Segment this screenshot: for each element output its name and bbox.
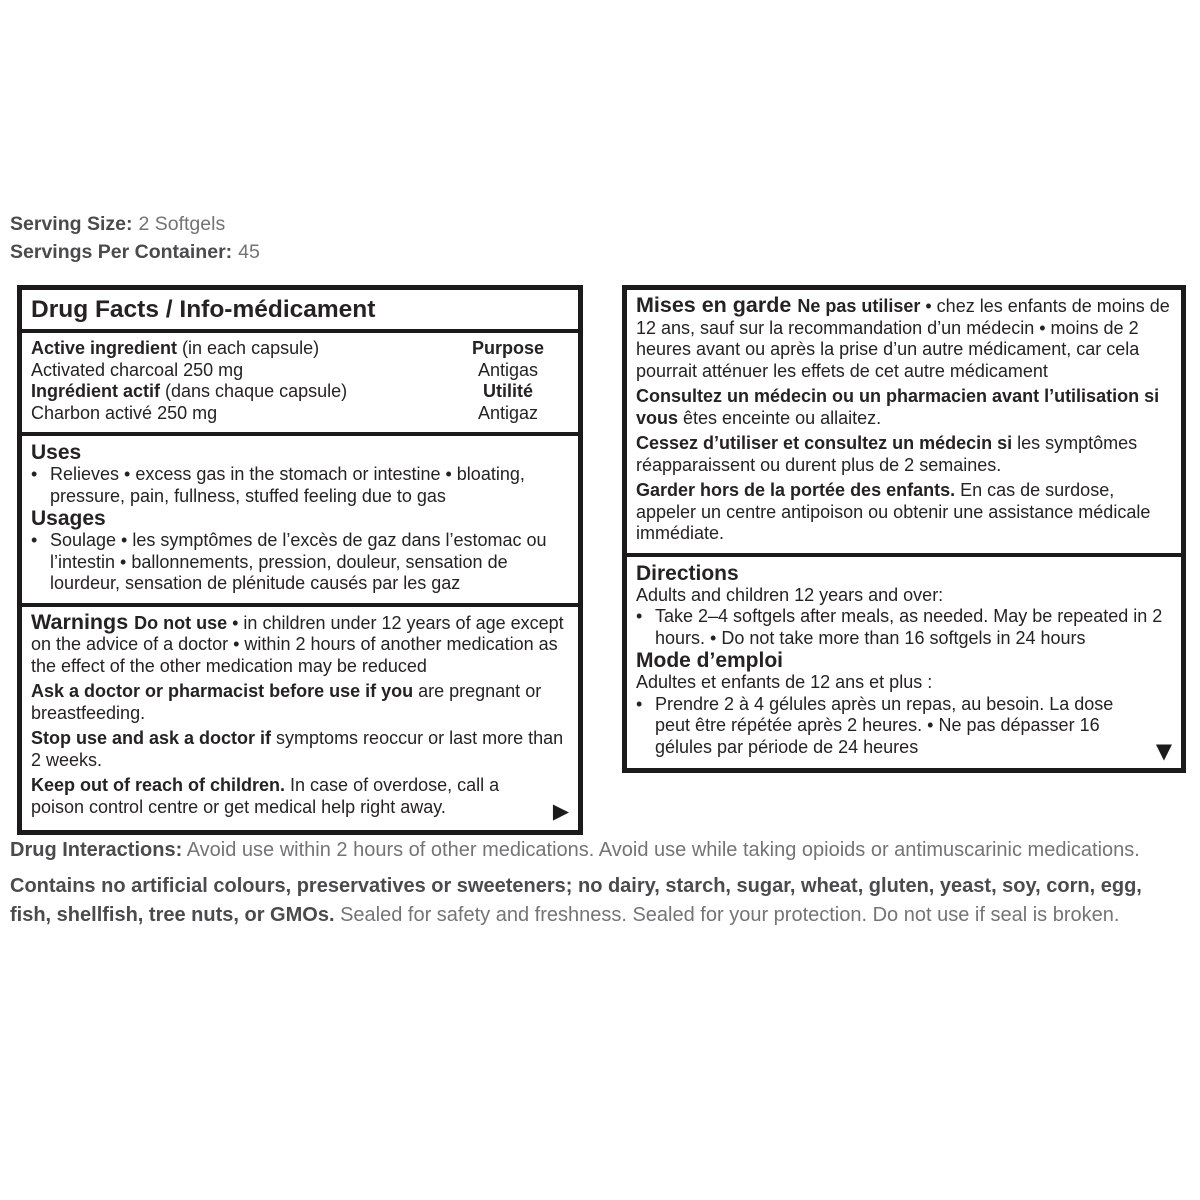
directions-bullet-text: Take 2–4 softgels after meals, as needed. May be repeated in 2 hours. • Do not take more than 16 softgels in 24 hours: [655, 606, 1163, 648]
active-ingredient-row: [31, 360, 569, 382]
usages-bullet-item: [31, 530, 569, 595]
active-ingredient-row: [31, 381, 569, 403]
active-ingredient-name-fr: Ingrédient actif (dans chaque capsule): [31, 381, 348, 401]
active-ingredient-row: [31, 403, 569, 425]
drug-interactions-paragraph: Drug Interactions: Avoid use within 2 hours of other medications. Avoid use while taking opioids or antimuscarinic medications.: [10, 839, 1140, 861]
active-ingredient-row: [31, 338, 569, 360]
keep-out-of-reach-paragraph: Keep out of reach of children. In case of overdose, call a poison control centre or get medical help right away.: [31, 775, 500, 817]
mode-demploi-intro: Adultes et enfants de 12 ans et plus :: [636, 672, 933, 692]
directions-intro: Adults and children 12 years and over:: [636, 584, 944, 605]
uses-bullet-item: [31, 464, 569, 507]
serving-size-line: [10, 210, 260, 238]
active-ingredient-amount-fr: Charbon activé 250 mg: [31, 402, 218, 423]
uses-bullet-text: Relieves • excess gas in the stomach or intestine • bloating, pressure, pain, fullness, stuffed feeling due to gas: [50, 464, 525, 506]
bullet-glyph: •: [31, 464, 38, 484]
ask-doctor-paragraph: Ask a doctor or pharmacist before use if you are pregnant or breastfeeding.: [31, 681, 542, 723]
mode-demploi-header: Mode d’emploi: [636, 649, 783, 672]
warnings-section: [22, 603, 578, 831]
purpose-header-en: Purpose: [471, 338, 545, 358]
drug-facts-title: Drug Facts / Info-médicament: [31, 296, 376, 323]
usages-header: Usages: [31, 507, 106, 530]
warnings-do-not-use-paragraph: Warnings Do not use • in children under 12 years of age except on the advice of a doctor • within 2 hours of another medication as the effect of the other medication may be reduced: [31, 609, 564, 676]
bullet-glyph: •: [636, 606, 643, 626]
serving-size-label: Serving Size:: [10, 213, 133, 235]
continue-down-arrow-icon: ▼: [1155, 739, 1172, 763]
purpose-value-fr: Antigaz: [477, 402, 539, 423]
active-ingredient-section: [22, 329, 578, 432]
continue-right-arrow-icon: ▶: [552, 799, 569, 823]
contains-statement-paragraph: Contains no artificial colours, preservatives or sweeteners; no dairy, starch, sugar, wheat, gluten, yeast, soy, corn, egg, fish, shellfish, tree nuts, or GMOs. Sealed for safety and freshness. Sealed for your protection. Do not use if seal is broken.: [10, 874, 1142, 926]
drug-facts-panel: [17, 285, 583, 835]
purpose-header-fr: Utilité: [482, 381, 533, 401]
uses-section: [22, 432, 578, 603]
mode-demploi-bullet-text: Prendre 2 à 4 gélules après un repas, au besoin. La dose peut être répétée après 2 heures. • Ne pas dépasser 16 gélules par période de 24 heures: [655, 693, 1114, 757]
serving-info: [10, 210, 260, 266]
garder-hors-paragraph: Garder hors de la portée des enfants. En cas de surdose, appeler un centre antipoison ou obtenir une assistance médicale immédiate.: [636, 480, 1151, 543]
directions-bullet-item: [636, 606, 1172, 649]
directions-header: Directions: [636, 561, 739, 585]
active-ingredient-amount-en: Activated charcoal 250 mg: [31, 359, 244, 380]
mode-demploi-bullet-item: [636, 694, 1172, 759]
mises-en-garde-directions-panel: [622, 285, 1186, 773]
mises-en-garde-section: [627, 290, 1181, 553]
bullet-glyph: •: [636, 693, 643, 714]
footer-notes: [10, 836, 1160, 937]
servings-per-container-label: Servings Per Container:: [10, 241, 233, 263]
bullet-glyph: •: [31, 530, 38, 550]
ne-pas-utiliser-paragraph: Mises en garde Ne pas utiliser • chez les enfants de moins de 12 ans, sauf sur la recommandation d’un médecin • moins de 2 heures avant ou après la prise d’un autre médicament, car cela pourrait atténuer les effets de cet autre médicament: [636, 293, 1170, 381]
serving-size-value: 2 Softgels: [138, 213, 226, 235]
usages-bullet-text: Soulage • les symptômes de l’excès de gaz dans l’estomac ou l’intestin • ballonnements, pression, douleur, sensation de lourdeur, sensation de plénitude causés par les gaz: [50, 530, 547, 593]
servings-per-container-value: 45: [238, 241, 260, 263]
stop-use-paragraph: Stop use and ask a doctor if symptoms reoccur or last more than 2 weeks.: [31, 728, 564, 770]
consultez-paragraph: Consultez un médecin ou un pharmacien avant l’utilisation si vous êtes enceinte ou allaitez.: [636, 386, 1160, 428]
directions-section: [627, 553, 1181, 769]
active-ingredient-name-en: Active ingredient (in each capsule): [31, 338, 320, 358]
purpose-value-en: Antigas: [477, 359, 539, 380]
servings-per-container-line: [10, 238, 260, 266]
cessez-paragraph: Cessez d’utiliser et consultez un médecin si les symptômes réapparaissent ou durent plus de 2 semaines.: [636, 433, 1138, 475]
uses-header: Uses: [31, 441, 82, 464]
